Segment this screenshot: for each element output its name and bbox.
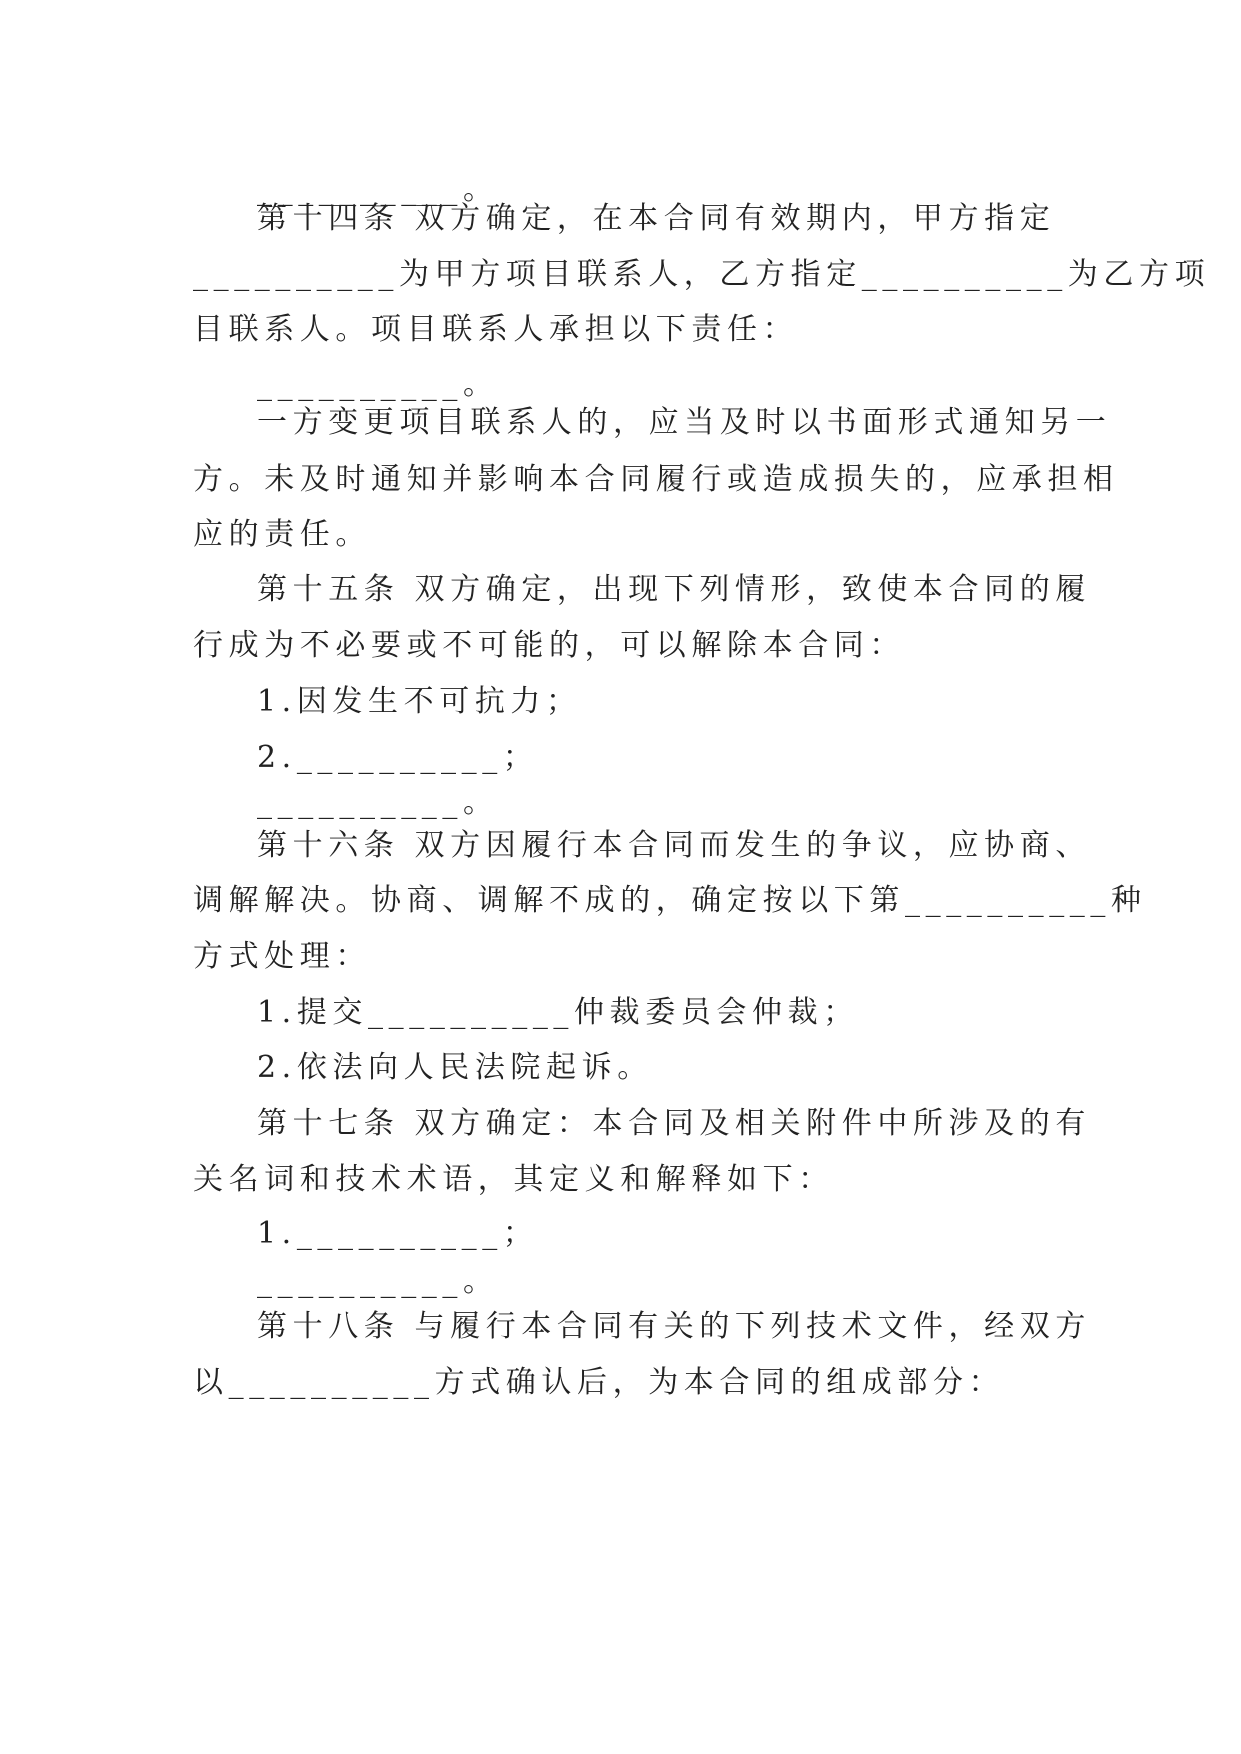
text-line: 1.因发生不可抗力； [257,684,582,719]
text-line: 1.__________； [257,1216,539,1251]
text-line: __________。 [257,367,499,402]
text-line: 2.依法向人民法院起诉。 [257,1050,653,1085]
text-line: 1.提交__________仲裁委员会仲裁； [257,995,859,1030]
text-line: 第十四条 双方确定，在本合同有效期内，甲方指定 [257,201,1056,236]
text-line: 行成为不必要或不可能的，可以解除本合同： [193,628,905,663]
text-line: 第十七条 双方确定：本合同及相关附件中所涉及的有 [257,1106,1091,1141]
text-line: 应的责任。 [193,517,371,552]
text-line: __________。 [257,1264,499,1299]
text-line: 目联系人。项目联系人承担以下责任： [193,312,799,347]
text-line: 第十八条 与履行本合同有关的下列技术文件，经双方 [257,1309,1091,1344]
text-line: __________。 [257,785,499,820]
text-line: __________。 [257,172,499,207]
text-line: 第十五条 双方确定，出现下列情形，致使本合同的履 [257,572,1091,607]
text-line: 以__________方式确认后，为本合同的组成部分： [193,1365,1005,1400]
text-line: 调解解决。协商、调解不成的，确定按以下第__________种 [193,883,1147,918]
text-line: 方。未及时通知并影响本合同履行或造成损失的，应承担相 [193,462,1119,497]
text-line: __________为甲方项目联系人，乙方指定__________为乙方项 [193,257,1211,292]
text-line: 一方变更项目联系人的，应当及时以书面形式通知另一 [257,405,1112,440]
text-line: 方式处理： [193,939,371,974]
text-line: 第十六条 双方因履行本合同而发生的争议，应协商、 [257,828,1091,863]
text-line: 2.__________； [257,740,539,775]
text-line: 关名词和技术术语，其定义和解释如下： [193,1162,834,1197]
